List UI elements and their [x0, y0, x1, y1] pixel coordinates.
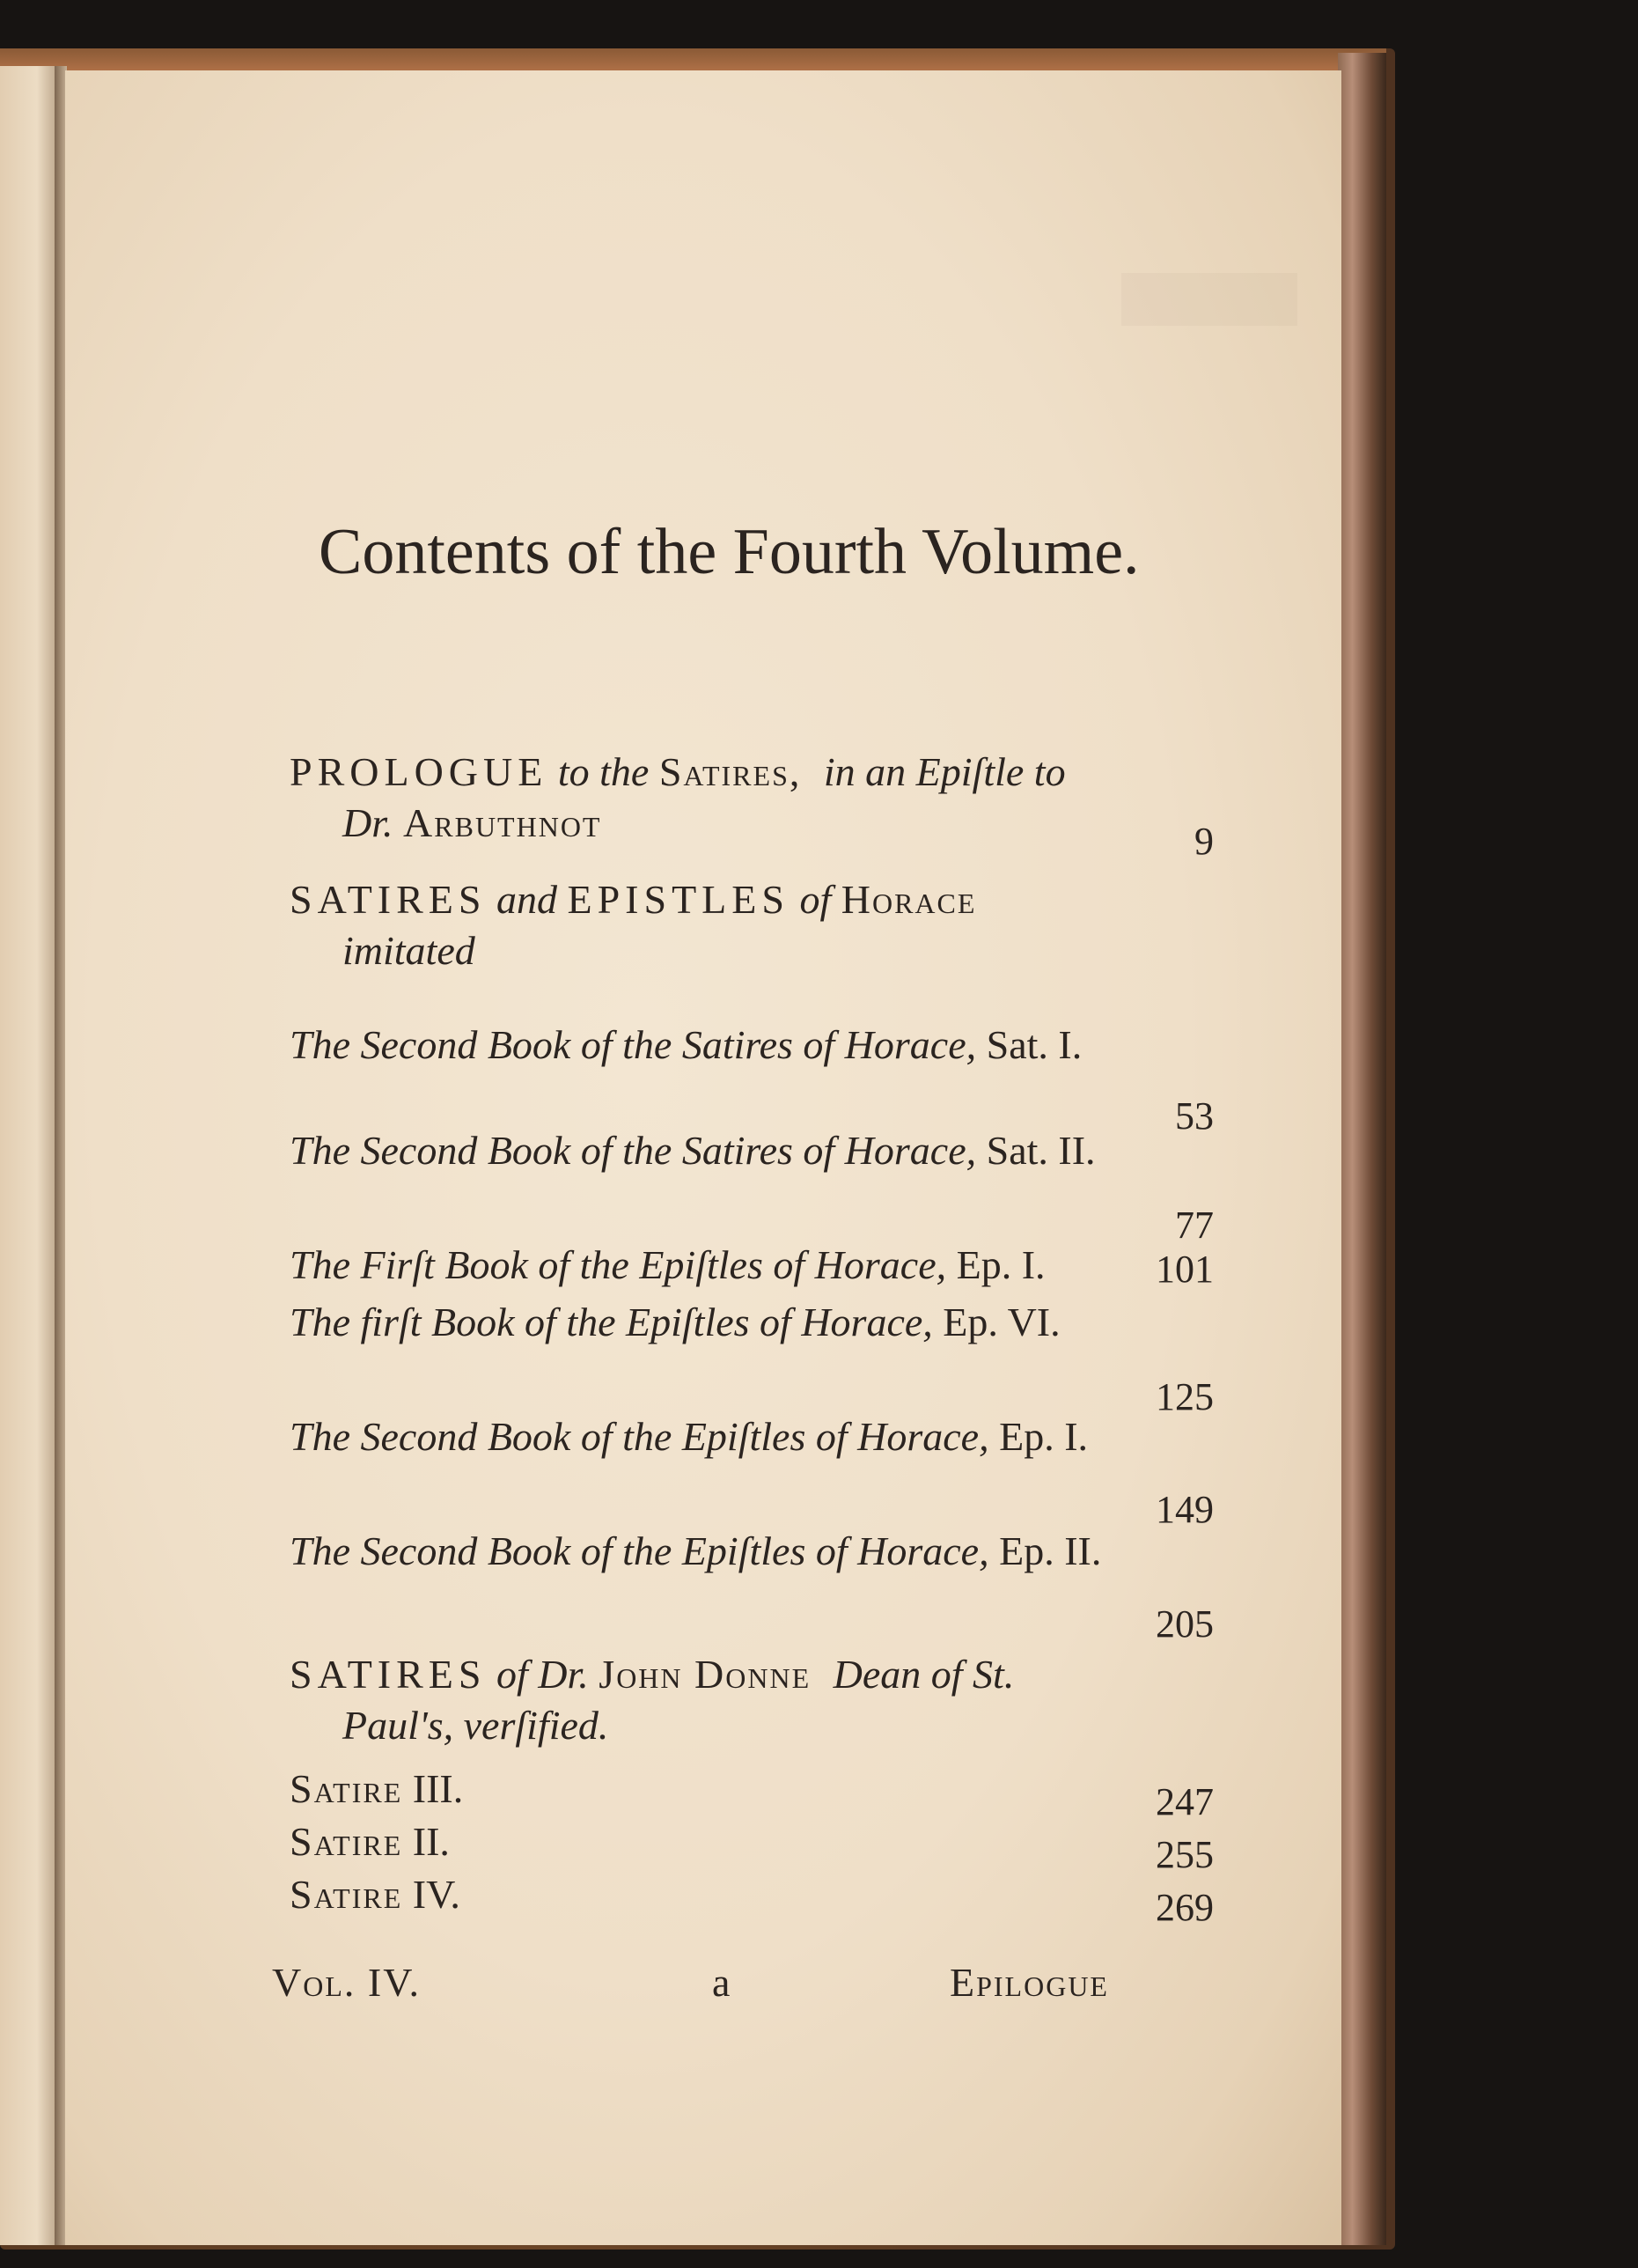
- entry-line: [290, 1871, 460, 1918]
- volume-mark: Vol. IV.: [272, 1960, 421, 2005]
- entry-italic: of: [799, 877, 832, 922]
- entry-italic: Dean of St.: [833, 1652, 1015, 1697]
- toc-entry-sat-2-1: [290, 1021, 1214, 1136]
- entry-line: [290, 1127, 1096, 1174]
- show-through-mark: [1121, 273, 1297, 326]
- entry-line: [290, 1651, 1014, 1697]
- entry-smallcaps: Arbuthnot: [403, 800, 602, 845]
- entry-italic: Dr.: [342, 800, 393, 845]
- entry-line: [290, 1299, 1061, 1345]
- contents-page: [65, 70, 1341, 2245]
- page-number: 149: [1156, 1488, 1214, 1531]
- page-fore-edge: [1338, 53, 1386, 2245]
- entry-smallcaps: Satire: [290, 1766, 403, 1811]
- entry-italic: The Second Book of the Satires of Horace,: [290, 1128, 977, 1173]
- catchword: Epilogue: [950, 1960, 1109, 2005]
- entry-smallcaps: Satire: [290, 1872, 403, 1917]
- entry-italic: and: [496, 877, 557, 922]
- toc-entry-satire-3: [290, 1765, 1214, 1823]
- page-number: 101: [1156, 1248, 1214, 1291]
- entry-line: [290, 1818, 450, 1865]
- entry-smallcaps: Satires,: [658, 749, 802, 794]
- toc-entry-sat-2-2: [290, 1127, 1214, 1247]
- entry-smallcaps: Satire: [290, 1819, 403, 1864]
- entry-italic: The firſt Book of the Epiſtles of Horace,: [290, 1300, 933, 1344]
- entry-italic: The Second Book of the Epiſtles of Horace,: [290, 1528, 989, 1573]
- page-number: 9: [1194, 820, 1214, 863]
- entry-roman: IV.: [412, 1872, 460, 1917]
- entry-roman: Sat. II.: [986, 1128, 1096, 1173]
- entry-italic: imitated: [342, 928, 475, 973]
- entry-smallcaps: John Donne: [599, 1652, 812, 1697]
- entry-caps: SATIRES: [290, 1652, 487, 1697]
- entry-italic: The Firſt Book of the Epiſtles of Horace,: [290, 1242, 947, 1287]
- entry-roman: Ep. VI.: [943, 1300, 1061, 1344]
- entry-roman: II.: [412, 1819, 450, 1864]
- entry-line: [342, 1702, 608, 1749]
- page-number: 205: [1156, 1602, 1214, 1646]
- entry-roman: Ep. I.: [956, 1242, 1046, 1287]
- entry-line: [290, 748, 1066, 795]
- entry-caps: SATIRES: [290, 877, 487, 922]
- page-number: 247: [1156, 1780, 1214, 1823]
- entry-italic: Paul's, verſified.: [342, 1703, 609, 1748]
- entry-line: [290, 1528, 1101, 1574]
- page-number: 53: [1175, 1094, 1214, 1138]
- toc-entry-ep-1-6: [290, 1299, 1214, 1418]
- entry-roman: Sat. I.: [986, 1022, 1083, 1067]
- toc-entry-ep-2-1: [290, 1413, 1214, 1531]
- page-number: 77: [1175, 1204, 1214, 1247]
- entry-caps: PROLOGUE: [290, 749, 548, 794]
- page-number: 125: [1156, 1375, 1214, 1418]
- entry-roman: Ep. I.: [999, 1414, 1089, 1459]
- entry-italic: to the: [557, 749, 650, 794]
- entry-roman: Ep. II.: [999, 1528, 1102, 1573]
- entry-italic: The Second Book of the Epiſtles of Horace,: [290, 1414, 989, 1459]
- entry-line: [290, 876, 976, 923]
- entry-italic: The Second Book of the Satires of Horace,: [290, 1022, 977, 1067]
- entry-italic: in an Epiſtle to: [823, 749, 1066, 794]
- page-title: Contents of the Fourth Volume.: [319, 516, 1140, 588]
- entry-italic: of Dr.: [496, 1652, 589, 1697]
- toc-entry-satires-epistles: [290, 876, 1214, 982]
- page-number: 255: [1156, 1833, 1214, 1876]
- toc-entry-prologue: [290, 748, 1214, 872]
- entry-line: [290, 1021, 1082, 1068]
- entry-line: [342, 799, 601, 846]
- toc-entry-ep-1-1: [290, 1241, 1214, 1294]
- facing-page-edge: [0, 66, 62, 2245]
- entry-line: [290, 1413, 1088, 1460]
- entry-roman: III.: [412, 1766, 464, 1811]
- toc-entry-satire-2: [290, 1818, 1214, 1876]
- page-number: 269: [1156, 1886, 1214, 1929]
- entry-line: [290, 1241, 1046, 1288]
- entry-line: [342, 927, 475, 974]
- toc-entry-donne: [290, 1651, 1214, 1756]
- entry-line: [290, 1765, 463, 1812]
- toc-entry-ep-2-2: [290, 1528, 1214, 1646]
- signature-mark: a: [712, 1960, 731, 2005]
- toc-entry-satire-4: [290, 1871, 1214, 1929]
- entry-caps: EPISTLES: [567, 877, 790, 922]
- entry-smallcaps: Horace: [841, 877, 977, 922]
